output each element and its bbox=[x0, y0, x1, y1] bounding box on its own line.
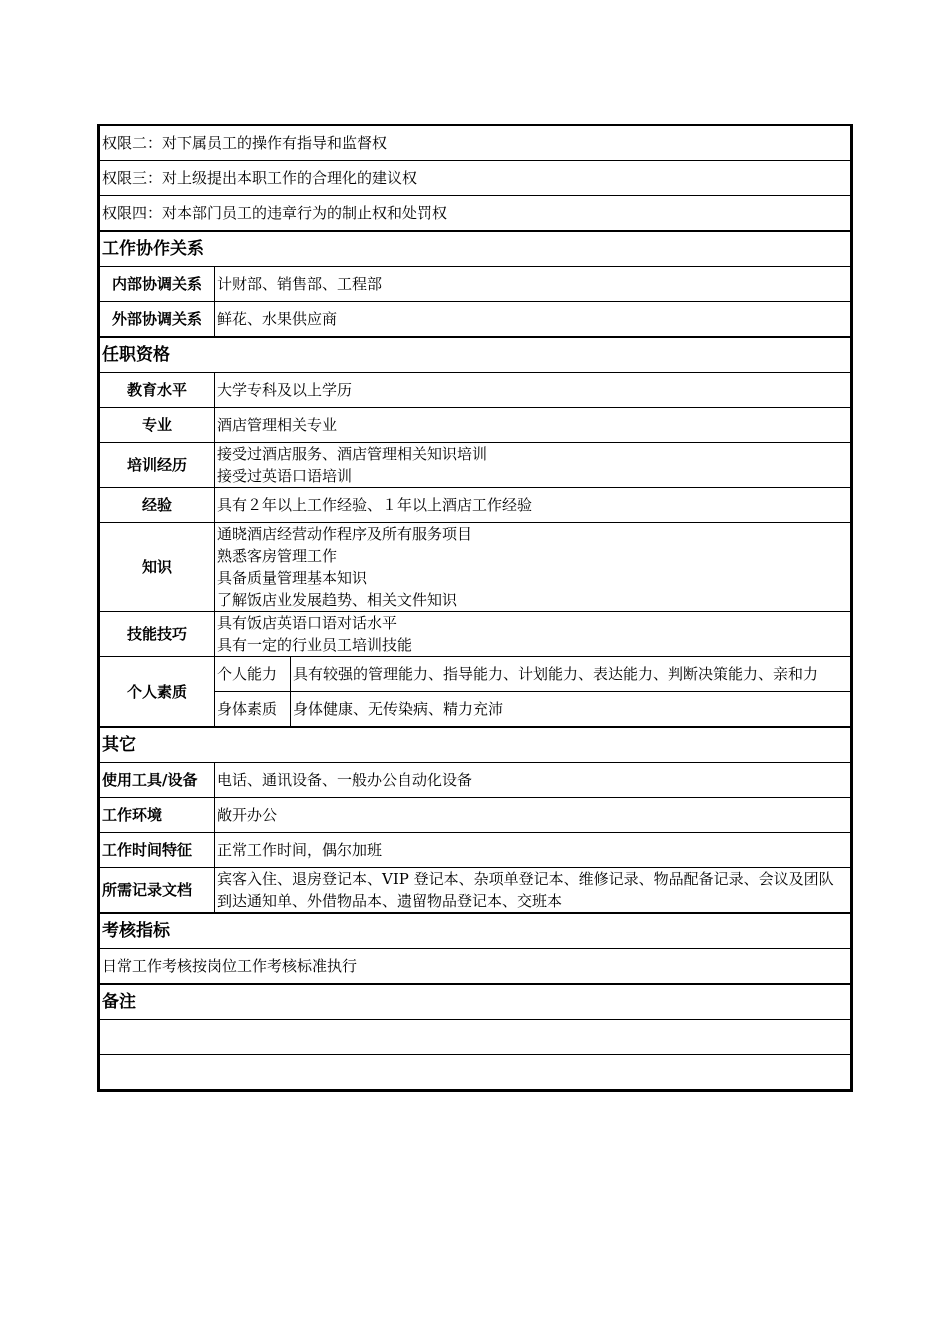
authority-row bbox=[100, 161, 851, 196]
section-header-row bbox=[100, 337, 851, 373]
training-line: 接受过英语口语培训 bbox=[217, 467, 353, 485]
knowledge-line: 具备质量管理基本知识 bbox=[217, 569, 368, 587]
remarks-empty-cell bbox=[100, 1020, 851, 1055]
physical-label: 身体素质 bbox=[215, 692, 291, 728]
other-heading: 其它 bbox=[100, 727, 851, 763]
internal-label: 内部协调关系 bbox=[100, 267, 215, 302]
table-row bbox=[100, 868, 851, 914]
authority-row bbox=[100, 126, 851, 161]
knowledge-line: 通晓酒店经营动作程序及所有服务项目 bbox=[217, 525, 473, 543]
major-label: 专业 bbox=[100, 408, 215, 443]
environment-value: 敞开办公 bbox=[215, 798, 851, 833]
section-header-row bbox=[100, 913, 851, 949]
table-row bbox=[100, 523, 851, 612]
work-time-value: 正常工作时间，偶尔加班 bbox=[215, 833, 851, 868]
knowledge-line: 了解饭店业发展趋势、相关文件知识 bbox=[217, 591, 458, 609]
experience-label: 经验 bbox=[100, 488, 215, 523]
authority-item: 权限四：对本部门员工的违章行为的制止权和处罚权 bbox=[100, 196, 851, 232]
education-label: 教育水平 bbox=[100, 373, 215, 408]
remarks-heading: 备注 bbox=[100, 984, 851, 1020]
table-row bbox=[100, 373, 851, 408]
section-header-row bbox=[100, 231, 851, 267]
experience-value: 具有２年以上工作经验、１年以上酒店工作经验 bbox=[215, 488, 851, 523]
table-row bbox=[100, 763, 851, 798]
training-label: 培训经历 bbox=[100, 443, 215, 488]
external-label: 外部协调关系 bbox=[100, 302, 215, 338]
education-value: 大学专科及以上学历 bbox=[215, 373, 851, 408]
table-row bbox=[100, 612, 851, 657]
section-header-row bbox=[100, 984, 851, 1020]
table-row bbox=[100, 833, 851, 868]
remarks-empty-row bbox=[100, 1020, 851, 1055]
authority-row bbox=[100, 196, 851, 232]
external-value: 鲜花、水果供应商 bbox=[215, 302, 851, 338]
skills-label: 技能技巧 bbox=[100, 612, 215, 657]
skills-line: 具有饭店英语口语对话水平 bbox=[217, 614, 398, 632]
table-row bbox=[100, 949, 851, 985]
table-row bbox=[100, 443, 851, 488]
remarks-empty-cell bbox=[100, 1055, 851, 1090]
internal-value: 计财部、销售部、工程部 bbox=[215, 267, 851, 302]
table-row bbox=[100, 408, 851, 443]
job-description-table bbox=[99, 126, 851, 1090]
authority-item: 权限二：对下属员工的操作有指导和监督权 bbox=[100, 126, 851, 161]
personal-quality-label: 个人素质 bbox=[100, 657, 215, 728]
qualification-heading: 任职资格 bbox=[100, 337, 851, 373]
table-row bbox=[100, 302, 851, 338]
knowledge-label: 知识 bbox=[100, 523, 215, 612]
knowledge-line: 熟悉客房管理工作 bbox=[217, 547, 338, 565]
physical-value: 身体健康、无传染病、精力充沛 bbox=[291, 692, 851, 728]
tools-value: 电话、通讯设备、一般办公自动化设备 bbox=[215, 763, 851, 798]
records-label: 所需记录文档 bbox=[100, 868, 215, 914]
cooperation-heading: 工作协作关系 bbox=[100, 231, 851, 267]
assessment-value: 日常工作考核按岗位工作考核标准执行 bbox=[100, 949, 851, 985]
section-header-row bbox=[100, 727, 851, 763]
knowledge-value bbox=[215, 523, 851, 612]
table-row bbox=[100, 798, 851, 833]
table-row bbox=[100, 657, 851, 692]
training-line: 接受过酒店服务、酒店管理相关知识培训 bbox=[217, 445, 488, 463]
table-row bbox=[100, 267, 851, 302]
table-row bbox=[100, 488, 851, 523]
assessment-heading: 考核指标 bbox=[100, 913, 851, 949]
ability-value: 具有较强的管理能力、指导能力、计划能力、表达能力、判断决策能力、亲和力 bbox=[291, 657, 851, 692]
ability-label: 个人能力 bbox=[215, 657, 291, 692]
authority-item: 权限三：对上级提出本职工作的合理化的建议权 bbox=[100, 161, 851, 196]
skills-value bbox=[215, 612, 851, 657]
remarks-empty-row bbox=[100, 1055, 851, 1090]
skills-line: 具有一定的行业员工培训技能 bbox=[217, 636, 413, 654]
major-value: 酒店管理相关专业 bbox=[215, 408, 851, 443]
tools-label: 使用工具/设备 bbox=[100, 763, 215, 798]
environment-label: 工作环境 bbox=[100, 798, 215, 833]
work-time-label: 工作时间特征 bbox=[100, 833, 215, 868]
job-description-sheet bbox=[97, 124, 853, 1092]
records-value: 宾客入住、退房登记本、VIP 登记本、杂项单登记本、维修记录、物品配备记录、会议及团队到达通知单、外借物品本、遗留物品登记本、交班本 bbox=[215, 868, 851, 914]
training-value bbox=[215, 443, 851, 488]
